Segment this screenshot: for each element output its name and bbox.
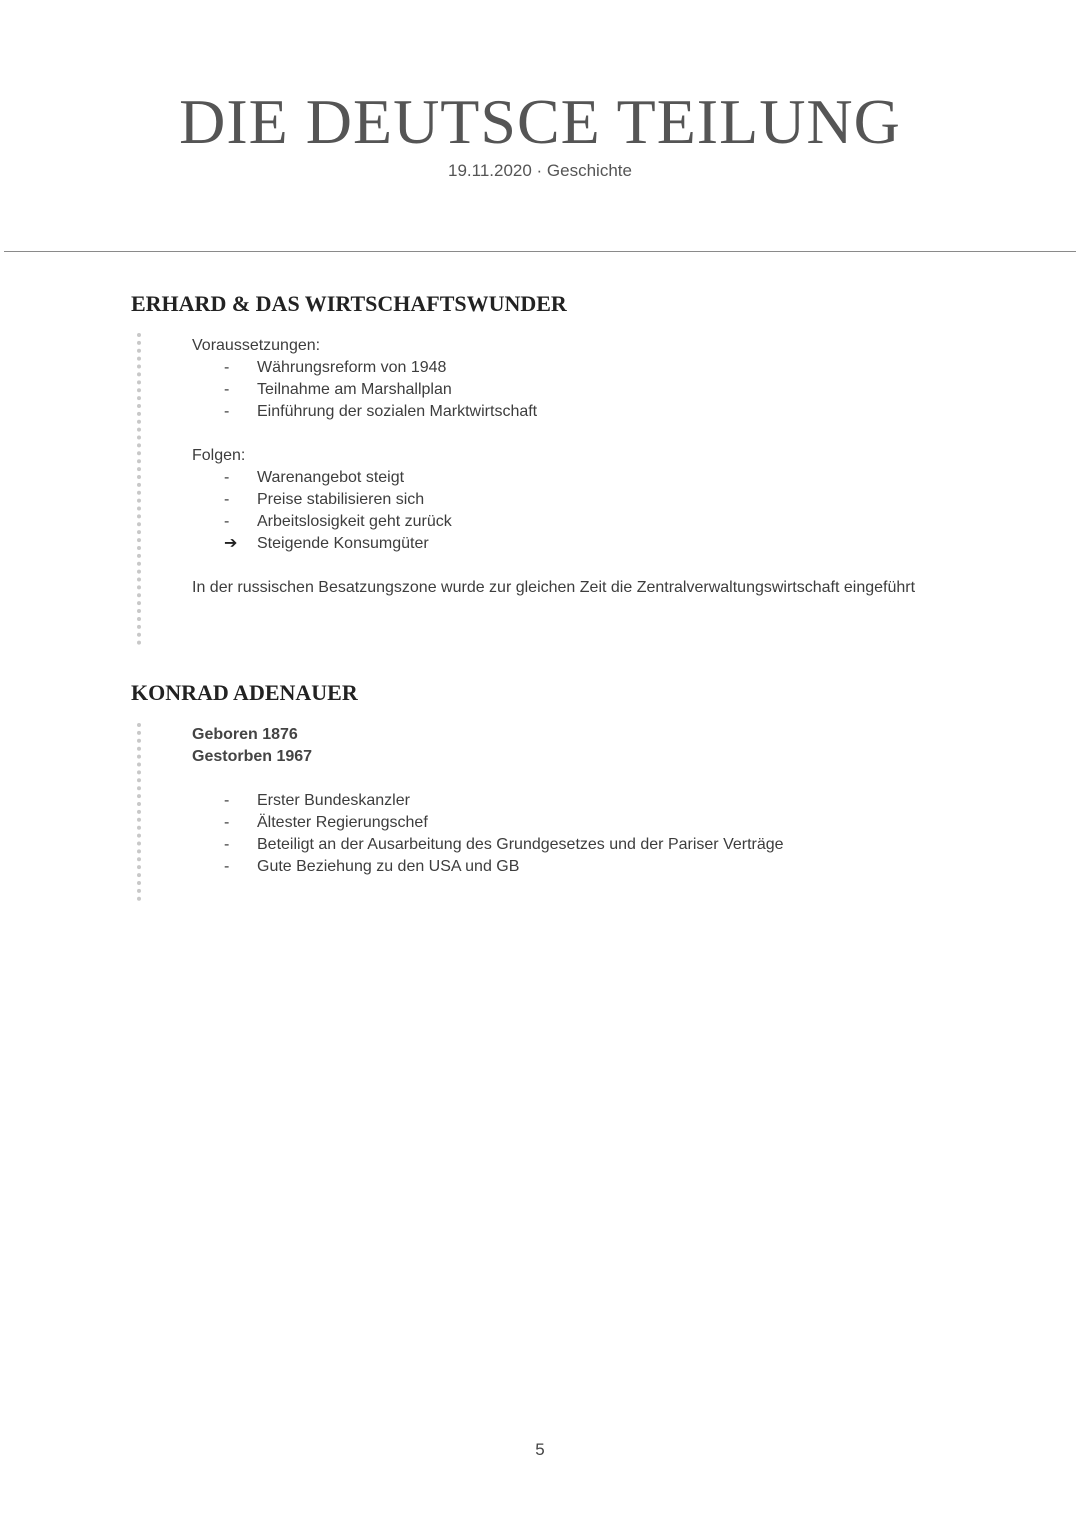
dash-bullet: - [224,858,230,875]
list-item [192,790,784,812]
section-body-adenauer [192,724,784,878]
folgen-list [192,467,915,555]
list-item [192,489,915,511]
dash-bullet: - [224,491,230,508]
list-item-text: Preise stabilisieren sich [257,491,425,508]
voraussetzungen-label: Voraussetzungen: [192,337,321,354]
list-item-text: Einführung der sozialen Marktwirtschaft [257,403,538,420]
born-line: Geboren 1876 [192,726,298,743]
list-item-text: Steigende Konsumgüter [257,535,429,552]
list-item [192,511,915,533]
section-body-erhard [192,335,915,599]
dash-bullet: - [224,814,230,831]
list-item-text: Warenangebot steigt [257,469,405,486]
section-heading-erhard: ERHARD & DAS WIRTSCHAFTSWUNDER [131,291,567,316]
list-item [192,834,784,856]
dash-bullet: - [224,403,230,420]
dash-bullet: - [224,359,230,376]
list-item-text: Gute Beziehung zu den USA und GB [257,858,520,875]
page-subtitle: 19.11.2020 · Geschichte [448,161,632,180]
section-paragraph: In der russischen Besatzungszone wurde zur gleichen Zeit die Zentralverwaltungswirtschaft eingeführt [192,579,916,596]
page-title: DIE DEUTSCE TEILUNG [179,86,901,157]
list-item-text: Ältester Regierungschef [257,814,428,831]
list-item [192,467,915,489]
dash-bullet: - [224,792,230,809]
header-divider [4,251,1076,252]
voraussetzungen-list [192,357,915,423]
section-heading-adenauer: KONRAD ADENAUER [131,680,358,705]
dash-bullet: - [224,381,230,398]
list-item-text: Beteiligt an der Ausarbeitung des Grundgesetzes und der Pariser Verträge [257,836,784,853]
dash-bullet: - [224,469,230,486]
dash-bullet: - [224,836,230,853]
list-item [192,379,915,401]
list-item [192,401,915,423]
died-line: Gestorben 1967 [192,748,313,765]
adenauer-facts-list [192,790,784,878]
list-item [192,812,784,834]
list-item-result [192,533,915,555]
list-item [192,357,915,379]
list-item-text: Erster Bundeskanzler [257,792,410,809]
list-item-text: Währungsreform von 1948 [257,359,447,376]
folgen-label: Folgen: [192,447,246,464]
list-item-text: Teilnahme am Marshallplan [257,381,452,398]
list-item [192,856,784,878]
page-number: 5 [535,1440,545,1459]
list-item-text: Arbeitslosigkeit geht zurück [257,513,452,530]
dash-bullet: - [224,513,230,530]
arrow-right-icon: ➔ [224,535,238,552]
section-bar-adenauer [137,723,141,901]
section-bar-erhard [137,333,141,645]
